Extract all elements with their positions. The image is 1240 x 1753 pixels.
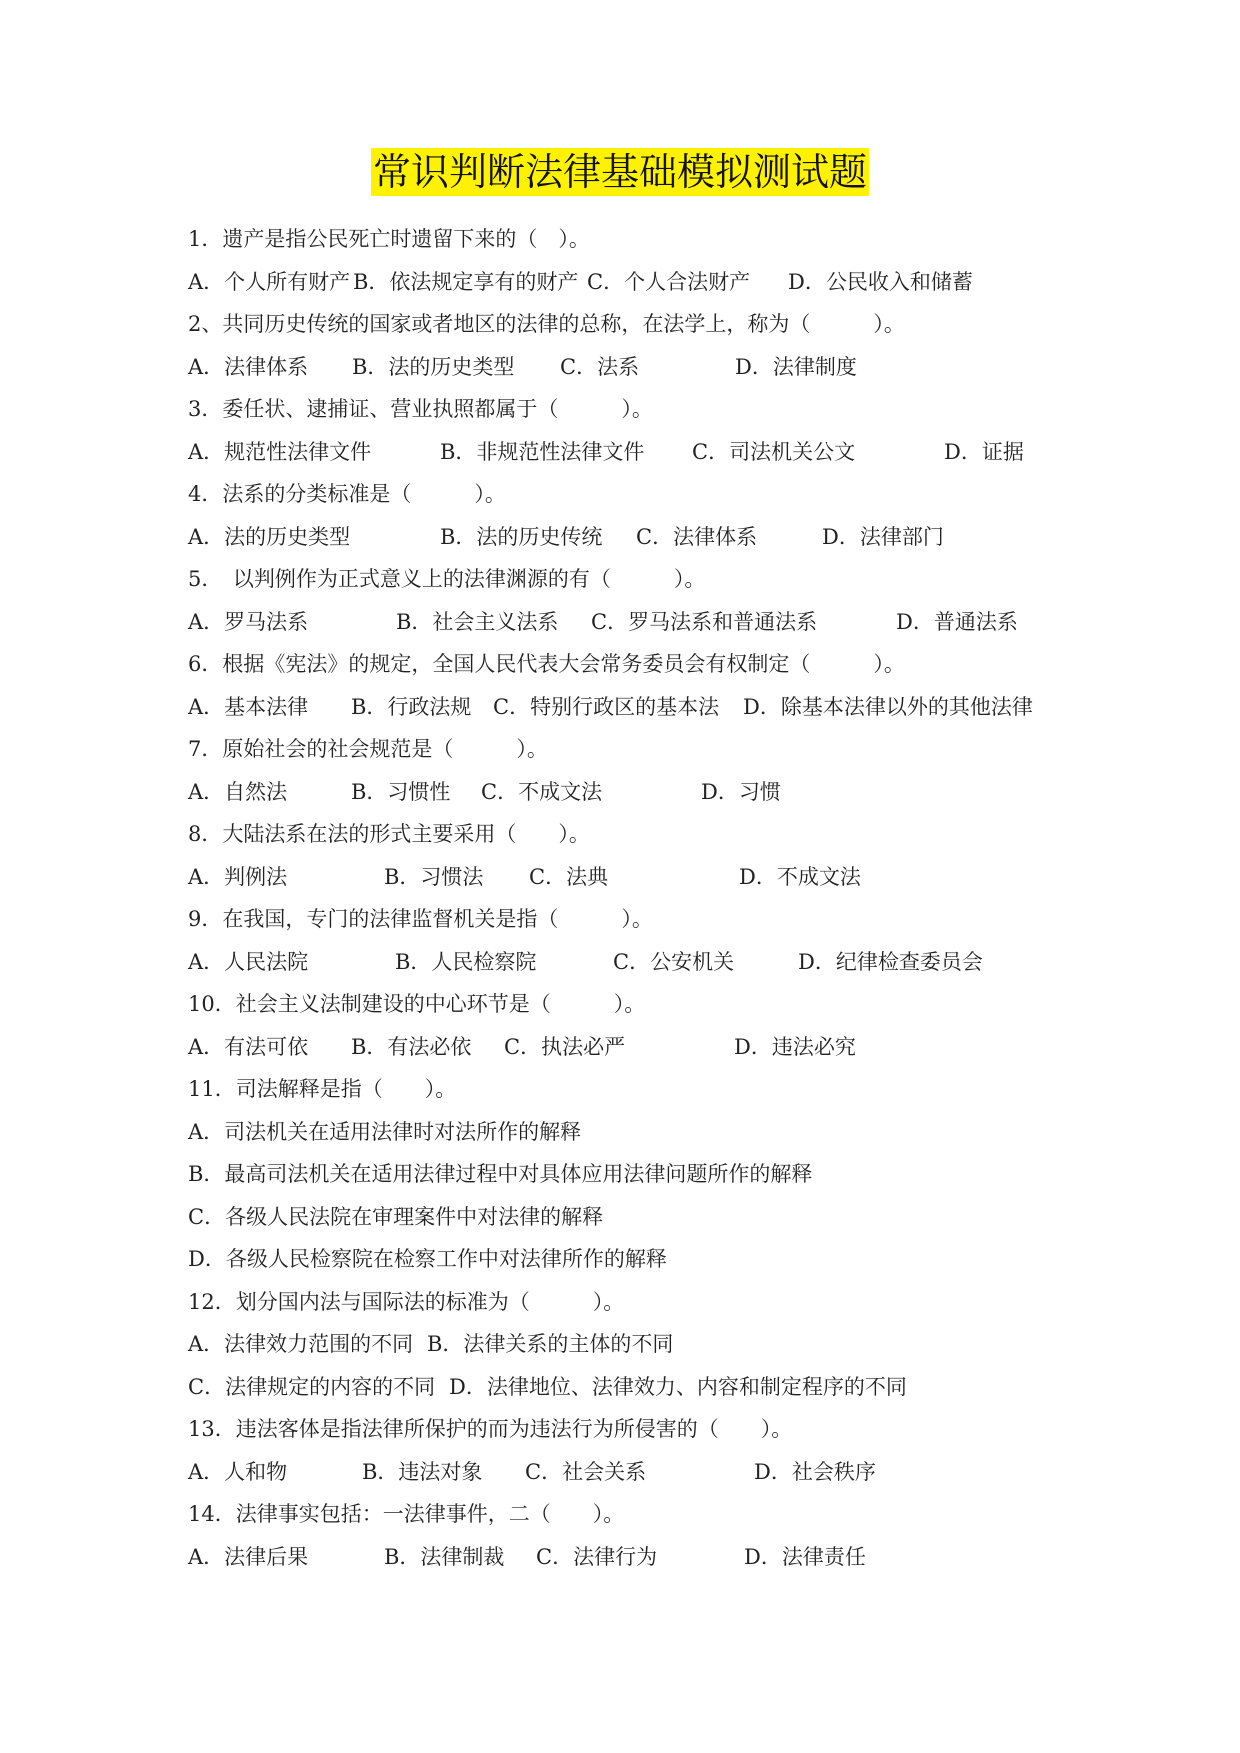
option-b: B．法律关系的主体的不同 [427,1332,674,1356]
options-row [188,941,1148,984]
option-d: D．法律部门 [822,524,944,549]
question-stem: 5． 以判例作为正式意义上的法律渊源的有（ ）。 [188,567,706,591]
option-c: C．执法必严 [504,1034,626,1059]
option-b: B．人民检察院 [395,949,537,974]
option-d: D．不成文法 [739,864,861,889]
question-stem: 14．法律事实包括：一法律事件，二（ ）。 [188,1502,625,1526]
document-title: 常识判断法律基础模拟测试题 [372,150,867,194]
option-b: B．有法必依 [351,1034,472,1059]
question-stem: 7．原始社会的社会规范是（ ）。 [188,737,548,761]
option-d: D．普通法系 [896,609,1018,634]
question-stem: 12．划分国内法与国际法的标准为（ ）。 [188,1289,625,1314]
option-a: A．规范性法律文件 [188,439,372,464]
option-c: C．不成文法 [481,779,603,804]
options-row [188,261,1148,304]
option-d: D．证据 [944,439,1024,464]
options-row [188,516,1148,559]
option-b: B．行政法规 [351,694,472,719]
option-a: A．法律体系 [188,354,309,379]
option-a: A．罗马法系 [188,609,309,634]
option-a: A．人民法院 [188,949,309,974]
option-b: B．社会主义法系 [396,609,559,634]
option-b: B．最高司法机关在适用法律过程中对具体应用法律问题所作的解释 [188,1162,813,1186]
option-c: C．法律体系 [636,524,758,549]
question-list [188,218,1148,1578]
option-d: D．习惯 [701,779,781,804]
option-a: A．法律效力范围的不同 [188,1332,414,1356]
option-a: A．自然法 [188,779,288,804]
options-row [188,346,1148,389]
question-stem: 6．根据《宪法》的规定，全国人民代表大会常务委员会有权制定（ ）。 [188,652,905,676]
option-d: D．违法必究 [734,1034,856,1059]
option-a: A．司法机关在适用法律时对法所作的解释 [188,1119,582,1144]
question-stem: 11．司法解释是指（ ）。 [188,1077,457,1101]
option-a: A．法律后果 [188,1544,309,1569]
option-d: D．除基本法律以外的其他法律 [743,694,1033,719]
option-d: D．法律地位、法律效力、内容和制定程序的不同 [449,1374,907,1399]
option-b: B．法的历史传统 [440,524,603,549]
question-stem: 13．违法客体是指法律所保护的而为违法行为所侵害的（ ）。 [188,1417,793,1441]
question-stem: 10．社会主义法制建设的中心环节是（ ）。 [188,992,646,1016]
option-c: C．社会关系 [525,1459,647,1484]
option-b: B．非规范性法律文件 [440,439,645,464]
option-a: A．个人所有财产 [188,269,351,294]
option-c: C．罗马法系和普通法系 [591,609,818,634]
options-row [188,771,1148,814]
option-c: C．法律规定的内容的不同 [188,1374,436,1399]
options-row [188,856,1148,899]
option-d: D．纪律检查委员会 [798,949,983,974]
option-a: A．基本法律 [188,694,309,719]
option-c: C．各级人民法院在审理案件中对法律的解释 [188,1204,604,1229]
option-a: A．人和物 [188,1459,288,1484]
option-b: B．违法对象 [362,1459,483,1484]
title-area [0,148,1240,196]
option-b: B．法的历史类型 [352,354,515,379]
option-d: D．法律责任 [744,1544,866,1569]
option-b: B．习惯性 [351,779,451,804]
option-c: C．法系 [560,354,640,379]
options-row [188,431,1148,474]
options-row [188,601,1148,644]
option-b: B．依法规定享有的财产 [353,269,579,294]
question-stem: 1．遗产是指公民死亡时遗留下来的（ ）。 [188,227,590,251]
option-c: C．司法机关公文 [692,439,856,464]
options-row [188,1451,1148,1494]
options-row [188,1026,1148,1069]
question-stem: 3．委任状、逮捕证、营业执照都属于（ ）。 [188,397,653,421]
option-a: A．判例法 [188,864,288,889]
options-row [188,1323,1148,1366]
question-stem: 9．在我国，专门的法律监督机关是指（ ）。 [188,907,653,931]
option-c: C．个人合法财产 [587,269,751,294]
option-d: D．法律制度 [735,354,857,379]
option-a: A．有法可依 [188,1034,309,1059]
option-c: C．公安机关 [613,949,735,974]
option-a: A．法的历史类型 [188,524,351,549]
option-b: B．习惯法 [384,864,484,889]
options-row [188,686,1148,729]
option-b: B．法律制裁 [384,1544,505,1569]
option-c: C．特别行政区的基本法 [493,694,720,719]
question-stem: 2、共同历史传统的国家或者地区的法律的总称，在法学上，称为（ ）。 [188,312,905,336]
options-row [188,1536,1148,1579]
options-row [188,1366,1148,1409]
question-stem: 4．法系的分类标准是（ ）。 [188,482,506,506]
option-d: D．公民收入和储蓄 [788,269,973,294]
option-c: C．法典 [529,864,609,889]
option-c: C．法律行为 [536,1544,658,1569]
option-d: D．各级人民检察院在检察工作中对法律所作的解释 [188,1247,667,1271]
question-stem: 8．大陆法系在法的形式主要采用（ ）。 [188,822,590,846]
option-d: D．社会秩序 [754,1459,876,1484]
